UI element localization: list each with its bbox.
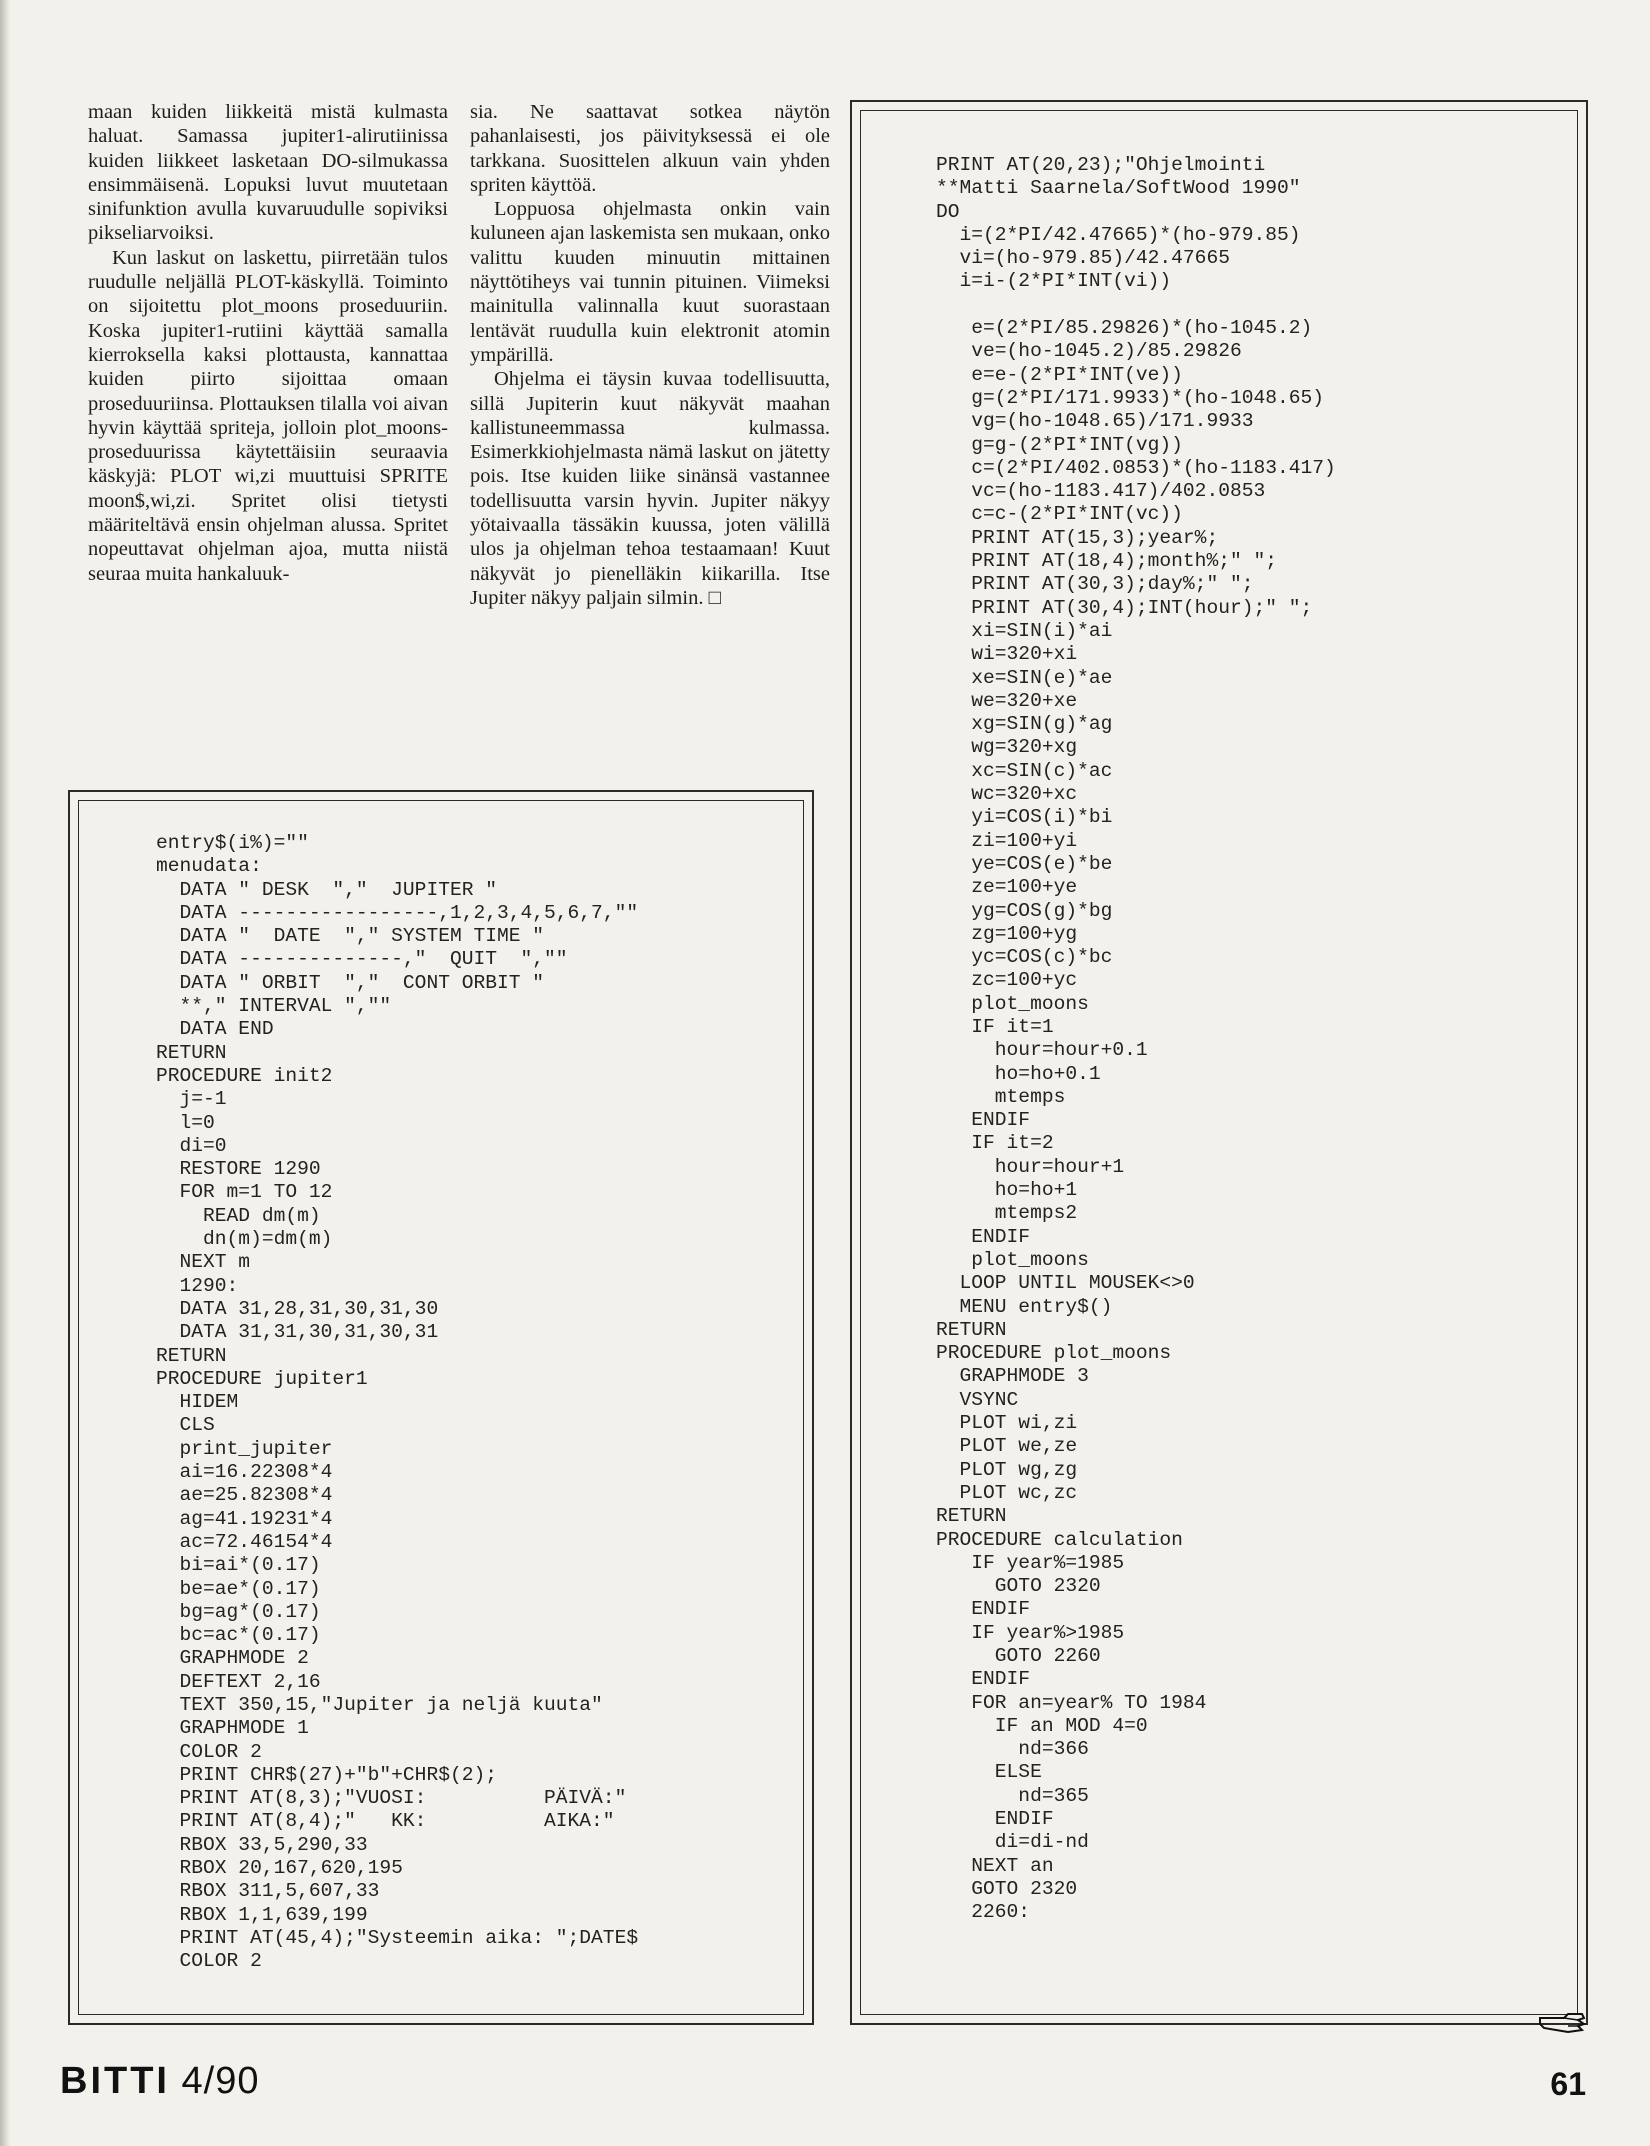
article-paragraph: Loppuosa ohjelmasta onkin vain kuluneen ajan laskemista sen mukaan, onko valittu kuuden minuutin mittainen näyttötiheys vai tunnin pituinen. Viimeksi mainitulla valinnalla kuut suorastaan lentävät ruudulla kuin elektronit atomin ympärillä. [470, 198, 830, 366]
listing-box-right [850, 100, 1588, 2025]
issue-number: 4/90 [181, 2060, 260, 2102]
article-paragraph: Ohjelma ei täysin kuvaa todellisuutta, sillä Jupiterin kuut näkyvät maahan kallistuneemmassa kulmassa. Esimerkkiohjelmasta nämä laskut on jätetty pois. Itse kuiden liike sinänsä vastannee todellisuutta varsin hyvin. Jupiter näkyy yötaivaalla tässäkin kuussa, joten välillä ulos ja ohjelman tehoa testaamaan! Kuut näkyvät jo pienelläkin kiikarilla. Itse Jupiter näkyy paljain silmin. □ [470, 368, 830, 609]
article-paragraph: maan kuiden liikkeitä mistä kulmasta haluat. Samassa jupiter1-alirutiinissa kuiden liikkeet lasketaan DO-silmukassa ensimmäisenä. Lopuksi luvut muutetaan sinifunktion avulla kuvaruudulle sopiviksi pikseliarvoiksi. [88, 101, 448, 245]
code-listing-right: PRINT AT(20,23);"Ohjelmointi **Matti Saarnela/SoftWood 1990" DO i=(2*PI/42.47665)*(ho-979.85) vi=(ho-979.85)/42.47665 i=i-(2*PI*INT(vi)) e=(2*PI/85.29826)*(ho-1045.2) ve=(ho-1045.2)/85.29826 e=e-(2*PI*INT(ve)) g=(2*PI/171.9933)*(ho-1048.65) vg=(ho-1048.65)/171.9933 g=g-(2*PI*INT(vg)) c=(2*PI/402.0853)*(ho-1183.417) vc=(ho-1183.417)/402.0853 c=c-(2*PI*INT(vc)) PRINT AT(15,3);year%; PRINT AT(18,4);month%;" "; PRINT AT(30,3);day%;" "; PRINT AT(30,4);INT(hour);" "; xi=SIN(i)*ai wi=320+xi xe=SIN(e)*ae we=320+xe xg=SIN(g)*ag wg=320+xg xc=SIN(c)*ac wc=320+xc yi=COS(i)*bi zi=100+yi ye=COS(e)*be ze=100+ye yg=COS(g)*bg zg=100+yg yc=COS(c)*bc zc=100+yc plot_moons IF it=1 hour=hour+0.1 ho=ho+0.1 mtemps ENDIF IF it=2 hour=hour+1 ho=ho+1 mtemps2 ENDIF plot_moons LOOP UNTIL MOUSEK<>0 MENU entry$() RETURN PROCEDURE plot_moons GRAPHMODE 3 VSYNC PLOT wi,zi PLOT we,ze PLOT wg,zg PLOT wc,zc RETURN PROCEDURE calculation IF year%=1985 GOTO 2320 ENDIF IF year%>1985 GOTO 2260 ENDIF FOR an=year% TO 1984 IF an MOD 4=0 nd=366 ELSE nd=365 ENDIF di=di-nd NEXT an GOTO 2320 2260: [936, 154, 1336, 1924]
code-listing-left: entry$(i%)="" menudata: DATA " DESK "," JUPITER " DATA -----------------,1,2,3,4,5,6,7,"" DATA " DATE "," SYSTEM TIME " DATA --------------," QUIT ","" DATA " ORBIT "," CONT ORBIT " **," INTERVAL ","" DATA END RETURN PROCEDURE init2 j=-1 l=0 di=0 RESTORE 1290 FOR m=1 TO 12 READ dm(m) dn(m)=dm(m) NEXT m 1290: DATA 31,28,31,30,31,30 DATA 31,31,30,31,30,31 RETURN PROCEDURE jupiter1 HIDEM CLS print_jupiter ai=16.22308*4 ae=25.82308*4 ag=41.19231*4 ac=72.46154*4 bi=ai*(0.17) be=ae*(0.17) bg=ag*(0.17) bc=ac*(0.17) GRAPHMODE 2 DEFTEXT 2,16 TEXT 350,15,"Jupiter ja neljä kuuta" GRAPHMODE 1 COLOR 2 PRINT CHR$(27)+"b"+CHR$(2); PRINT AT(8,3);"VUOSI: PÄIVÄ:" PRINT AT(8,4);" KK: AIKA:" RBOX 33,5,290,33 RBOX 20,167,620,195 RBOX 311,5,607,33 RBOX 1,1,639,199 PRINT AT(45,4);"Systeemin aika: ";DATE$ COLOR 2 [156, 832, 639, 1973]
pointing-hand-icon [1538, 2008, 1586, 2036]
page-binding-edge [0, 0, 10, 2146]
page-number: 61 [1550, 2066, 1586, 2102]
article-paragraph: Kun laskut on laskettu, piirretään tulos ruudulle neljällä PLOT-käskyllä. Toiminto on sijoitettu plot_moons proseduuriin. Koska jupiter1-rutiini käyttää samalla kierroksella kaksi plottausta, kannattaa kuiden piirto sijoittaa omaan proseduuriinsa. Plottauksen tilalla voi aivan hyvin käyttää spriteja, jolloin plot_moons-proseduurissa käytettäisiin seuraavia käskyjä: PLOT wi,zi muuttuisi SPRITE moon$,wi,zi. Spritet olisi tietysti määriteltävä ensin ohjelman alussa. Spritet nopeuttavat ohjelman ajoa, mutta niistä seuraa muita hankaluuk- [88, 246, 448, 585]
article-column-2 [470, 100, 830, 610]
listing-box-left [68, 790, 814, 2025]
magazine-logo: BITTI [60, 2060, 170, 2102]
magazine-footer [60, 2060, 260, 2103]
article-column-1 [88, 100, 448, 586]
article-paragraph: sia. Ne saattavat sotkea näytön pahanlaisesti, jos päivityksessä ei ole tarkkana. Suosittelen alkuun vain yhden spriten käyttöä. [470, 101, 830, 196]
